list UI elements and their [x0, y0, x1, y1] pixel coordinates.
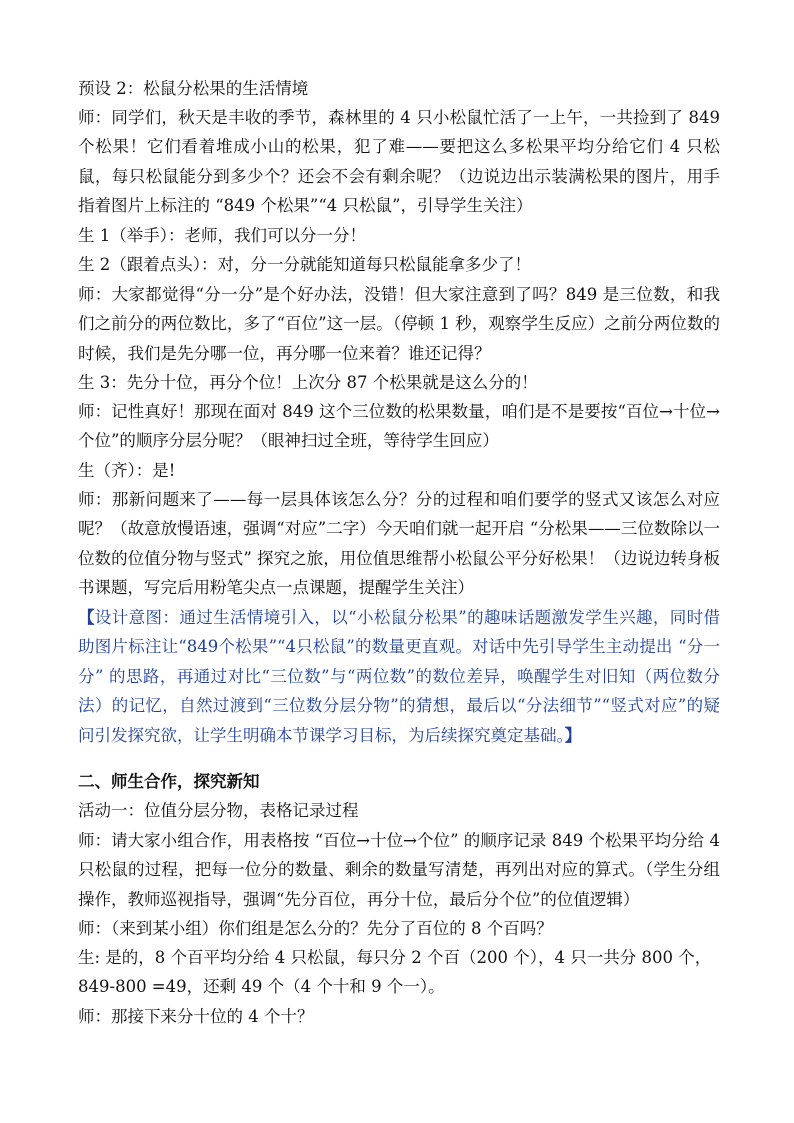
design-intent-close-bracket: 】: [564, 725, 582, 745]
teacher-intro-paragraph: 师：同学们，秋天是丰收的季节，森林里的 4 只小松鼠忙活了一上午，一共捡到了 849 个松果！它们看着堆成小山的松果，犯了难——要把这么多松果平均分给它们 4 只松鼠，每只松鼠能分到多少个？还会不会有剩余呢？（边说边出示装满松果的图片，用手指着图片上标注的 “849 个松果”“4 只松鼠”，引导学生关注）: [78, 108, 720, 216]
activity-1-heading: 活动一：位值分层分物，表格记录过程: [78, 801, 359, 820]
student-1-line: 生 1（举手）：老师，我们可以分一分！: [78, 226, 366, 245]
teacher-next-question: 师：那接下来分十位的 4 个十？: [78, 1007, 314, 1026]
section-2-title: 二、师生合作，探究新知: [78, 772, 260, 791]
preset-heading: 预设 2：松鼠分松果的生活情境: [78, 79, 309, 98]
design-intent-paragraph: [78, 603, 720, 750]
students-chorus-line: 生（齐）：是!: [78, 461, 176, 480]
teacher-praise-paragraph: 师：记性真好！那现在面对 849 这个三位数的松果数量，咱们是不是要按“百位→十位→个位”的顺序分层分呢？（眼神扫过全班，等待学生回应）: [78, 402, 720, 451]
design-intent-open-bracket: 【: [78, 608, 95, 627]
student-group-answer: 生: 是的，8 个百平均分给 4 只松鼠，每只分 2 个百（200 个），4 只一共分 800 个，849-800 =49，还剩 49 个（4 个十和 9 个一）。: [78, 948, 712, 997]
student-3-line: 生 3：先分十位，再分个位！上次分 87 个松果就是这么分的！: [78, 373, 538, 392]
teacher-activity-instruction: 师：请大家小组合作，用表格按 “百位→十位→个位” 的顺序记录 849 个松果平均分给 4 只松鼠的过程，把每一位分的数量、剩余的数量写清楚，再列出对应的算式。（学生分组操作，教师巡视指导，强调“先分百位，再分十位，最后分个位”的位值逻辑）: [78, 831, 720, 909]
teacher-topic-paragraph: 师：那新问题来了——每一层具体该怎么分？分的过程和咱们要学的竖式又该怎么对应呢？（故意放慢语速，强调“对应”二字）今天咱们就一起开启 “分松果——三位数除以一位数的位值分物与竖式” 探究之旅，用位值思维帮小松鼠公平分好松果！（边说边转身板书课题，写完后用粉笔尖点一点课题，提醒学生关注）: [78, 490, 720, 598]
teacher-group-question: 师：（来到某小组）你们组是怎么分的？先分了百位的 8 个百吗？: [78, 919, 553, 938]
design-intent-text: 设计意图：通过生活情境引入，以“小松鼠分松果”的趣味话题激发学生兴趣，同时借助图片标注让“849个松果”“4只松鼠”的数量更直观。对话中先引导学生主动提出 “分一分” 的思路，再通过对比“三位数”与“两位数”的数位差异，唤醒学生对旧知（两位数分法）的记忆，自然过渡到“三位数分层分物”的猜想，最后以“分法细节”“竖式对应”的疑问引发探究欲，让学生明确本节课学习目标，为后续探究奠定基础。: [78, 608, 721, 745]
teacher-question-paragraph: 师：大家都觉得“分一分”是个好办法，没错！但大家注意到了吗？849 是三位数，和我们之前分的两位数比，多了“百位”这一层。（停顿 1 秒，观察学生反应）之前分两位数的时候，我们是先分哪一位，再分哪一位来着？谁还记得？: [78, 285, 720, 363]
student-2-line: 生 2（跟着点头）：对，分一分就能知道每只松鼠能拿多少了！: [78, 255, 531, 274]
